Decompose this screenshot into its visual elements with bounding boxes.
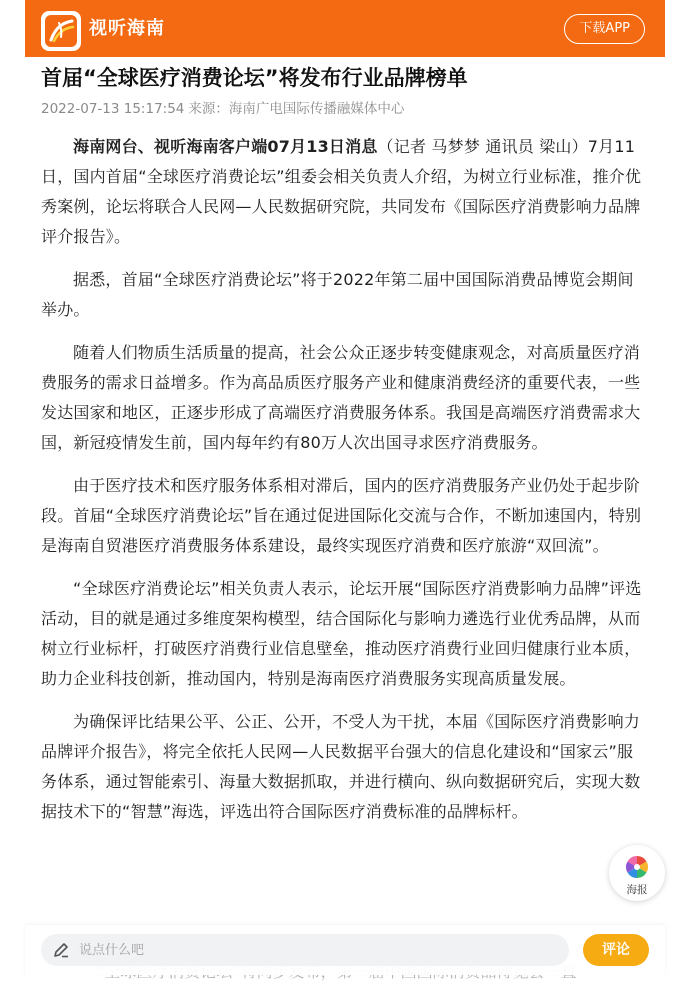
article-source: 海南广电国际传播融媒体中心 bbox=[228, 101, 405, 117]
top-bar bbox=[25, 0, 665, 57]
poster-button[interactable] bbox=[609, 845, 665, 901]
paragraph-lead: 海南网台、视听海南客户端07月13日消息 bbox=[73, 137, 378, 156]
app-name: 视听海南 bbox=[89, 18, 165, 39]
paragraph-text: 随着人们物质生活质量的提高，社会公众正逐步转变健康观念，对高质量医疗消费服务的需求日益增多。作为高品质医疗服务产业和健康消费经济的重要代表，一些发达国家和地区，正逐步形成了高端医疗消费服务体系。我国是高端医疗消费需求大国，新冠疫情发生前，国内每年约有80万人次出国寻求医疗消费服务。 bbox=[41, 343, 641, 452]
paragraph-3 bbox=[41, 338, 649, 458]
comment-submit-button[interactable]: 评论 bbox=[583, 934, 649, 966]
logo-icon bbox=[45, 15, 77, 47]
paragraph-text: 由于医疗技术和医疗服务体系相对滞后，国内的医疗消费服务产业仍处于起步阶段。首届“全球医疗消费论坛”旨在通过促进国际化交流与合作，不断加速国内，特别是海南自贸港医疗消费服务体系建设，最终实现医疗消费和医疗旅游“双回流”。 bbox=[41, 476, 642, 555]
comment-input[interactable] bbox=[41, 934, 569, 966]
paragraph-2 bbox=[41, 265, 649, 325]
paragraph-6 bbox=[41, 707, 649, 827]
article-title: 首届“全球医疗消费论坛”将发布行业品牌榜单 bbox=[41, 66, 468, 90]
article-datetime: 2022-07-13 15:17:54 bbox=[41, 101, 185, 117]
article-meta bbox=[41, 99, 649, 119]
comment-bar bbox=[25, 925, 665, 975]
source-label: 来源： bbox=[188, 101, 229, 117]
pinwheel-icon bbox=[624, 854, 650, 880]
paragraph-text: （记者 马梦梦 通讯员 梁山）7月11日，国内首届“全球医疗消费论坛”组委会相关负责人介绍，为树立行业标准，推介优秀案例，论坛将联合人民网—人民数据研究院，共同发布《国际医疗消费影响力品牌评介报告》。 bbox=[41, 137, 642, 246]
paragraph-5 bbox=[41, 574, 649, 694]
download-app-button[interactable]: 下载APP bbox=[564, 14, 645, 44]
article bbox=[41, 57, 649, 827]
pen-icon bbox=[53, 942, 69, 958]
paragraph-text: “全球医疗消费论坛”相关负责人表示，论坛开展“国际医疗消费影响力品牌”评选活动，目的就是通过多维度架构模型，结合国际化与影响力遴选行业优秀品牌，从而树立行业标杆，打破医疗消费行业信息壁垒，推动医疗消费行业回归健康行业本质，助力企业科技创新，推动国内，特别是海南医疗消费服务实现高质量发展。 bbox=[41, 579, 642, 688]
paragraph-text: 据悉，首届“全球医疗消费论坛”将于2022年第二届中国国际消费品博览会期间举办。 bbox=[41, 270, 634, 319]
app-logo[interactable] bbox=[41, 11, 81, 51]
paragraph-1 bbox=[41, 132, 649, 252]
poster-label: 海报 bbox=[626, 884, 648, 896]
paragraph-4 bbox=[41, 471, 649, 561]
paragraph-text: 为确保评比结果公平、公正、公开，不受人为干扰，本届《国际医疗消费影响力品牌评介报告》，将完全依托人民网—人民数据平台强大的信息化建设和“国家云”服务体系，通过智能索引、海量大数据抓取，并进行横向、纵向数据研究后，实现大数据技术下的“智慧”海选，评选出符合国际医疗消费标准的品牌标杆。 bbox=[41, 712, 641, 821]
